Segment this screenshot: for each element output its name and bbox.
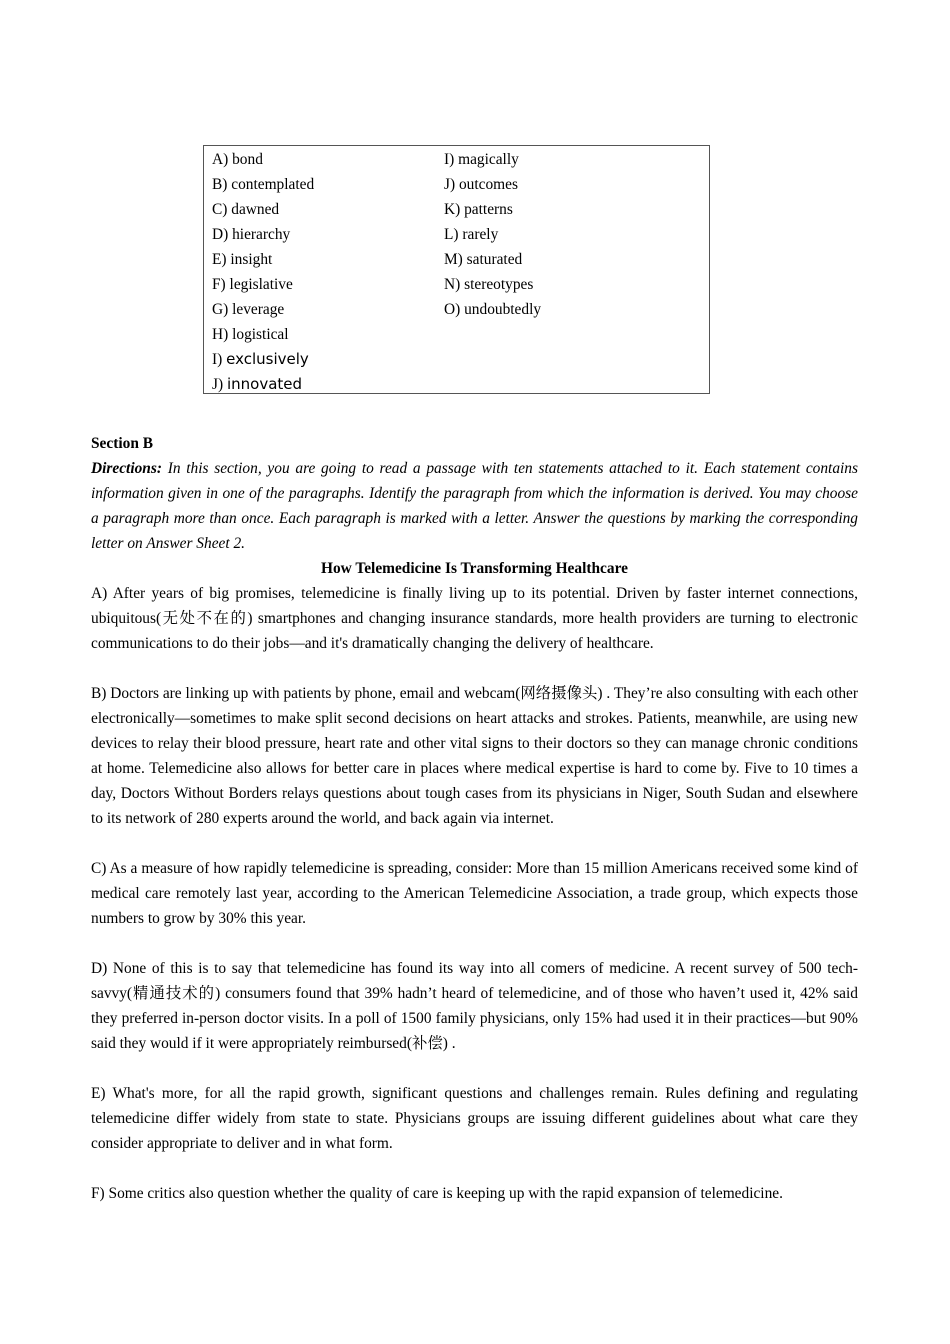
word-option: D) hierarchy bbox=[212, 226, 291, 243]
word-option: E) insight bbox=[212, 251, 273, 268]
passage-title: How Telemedicine Is Transforming Healthcare bbox=[321, 560, 628, 577]
word-option: J) innovated bbox=[212, 375, 303, 393]
word-option: K) patterns bbox=[444, 201, 513, 218]
word-option: G) leverage bbox=[212, 301, 285, 318]
paragraph-b: B) Doctors are linking up with patients by phone, email and webcam(网络摄像头) . They’re also consulting with each other electronically—sometimes to make split second decisions on heart attacks and strokes. Patients, meanwhile, are using new devices to relay their blood pressure, heart rate and other vital signs to their doctors so they can manage chronic conditions at home. Telemedicine also allows for better care in places where medical expertise is hard to come by. Five to 10 times a day, Doctors Without Borders relays questions about tough cases from its physicians in Niger, South Sudan and elsewhere to its network of 280 experts around the world, and back again via internet. bbox=[91, 685, 858, 827]
word-option: B) contemplated bbox=[212, 176, 315, 193]
directions-label: Directions: bbox=[91, 460, 162, 477]
directions bbox=[91, 456, 858, 556]
word-option: C) dawned bbox=[212, 201, 280, 218]
word-option: J) outcomes bbox=[444, 176, 518, 193]
paragraph-e: E) What's more, for all the rapid growth, significant questions and challenges remain. Rules defining and regulating telemedicine differ widely from state to state. Physicians groups are issuing different guidelines about what care they consider appropriate to deliver and in what form. bbox=[91, 1085, 858, 1152]
paragraph-c: C) As a measure of how rapidly telemedicine is spreading, consider: More than 15 million Americans received some kind of medical care remotely last year, according to the American Telemedicine Association, a trade group, which expects those numbers to grow by 30% this year. bbox=[91, 860, 858, 927]
word-option: L) rarely bbox=[444, 226, 499, 243]
word-option: H) logistical bbox=[212, 326, 289, 343]
word-option: I) exclusively bbox=[212, 350, 309, 368]
word-option: M) saturated bbox=[444, 251, 523, 268]
word-option: F) legislative bbox=[212, 276, 293, 293]
word-option: I) magically bbox=[444, 151, 519, 168]
paragraph-a: A) After years of big promises, telemedicine is finally living up to its potential. Driven by faster internet connections, ubiquitous(无处不在的) smartphones and changing insurance standards, more health providers are turning to electronic communications to do their jobs—and it's dramatically changing the delivery of healthcare. bbox=[91, 585, 858, 652]
word-option: O) undoubtedly bbox=[444, 301, 542, 318]
paragraph-f: F) Some critics also question whether the quality of care is keeping up with the rapid expansion of telemedicine. bbox=[91, 1185, 783, 1202]
paragraph-d: D) None of this is to say that telemedicine has found its way into all comers of medicine. A recent survey of 500 tech-savvy(精通技术的) consumers found that 39% hadn’t heard of telemedicine, and of those who haven’t used it, 42% said they preferred in-person doctor visits. In a poll of 1500 family physicians, only 15% had used it in their practices—but 90% said they would if it were appropriately reimbursed(补偿) . bbox=[91, 960, 858, 1052]
word-bank-left-column bbox=[212, 147, 314, 397]
directions-text: In this section, you are going to read a passage with ten statements attached to it. Each statement contains information given in one of the paragraphs. Identify the paragraph from which the information is derived. You may choose a paragraph more than once. Each paragraph is marked with a letter. Answer the questions by marking the corresponding letter on Answer Sheet 2. bbox=[91, 460, 858, 552]
word-option: N) stereotypes bbox=[444, 276, 534, 293]
word-bank-right-column bbox=[444, 147, 541, 322]
word-bank-box bbox=[203, 145, 710, 394]
section-b bbox=[91, 431, 858, 1206]
word-option: A) bond bbox=[212, 151, 263, 168]
section-heading: Section B bbox=[91, 435, 153, 452]
